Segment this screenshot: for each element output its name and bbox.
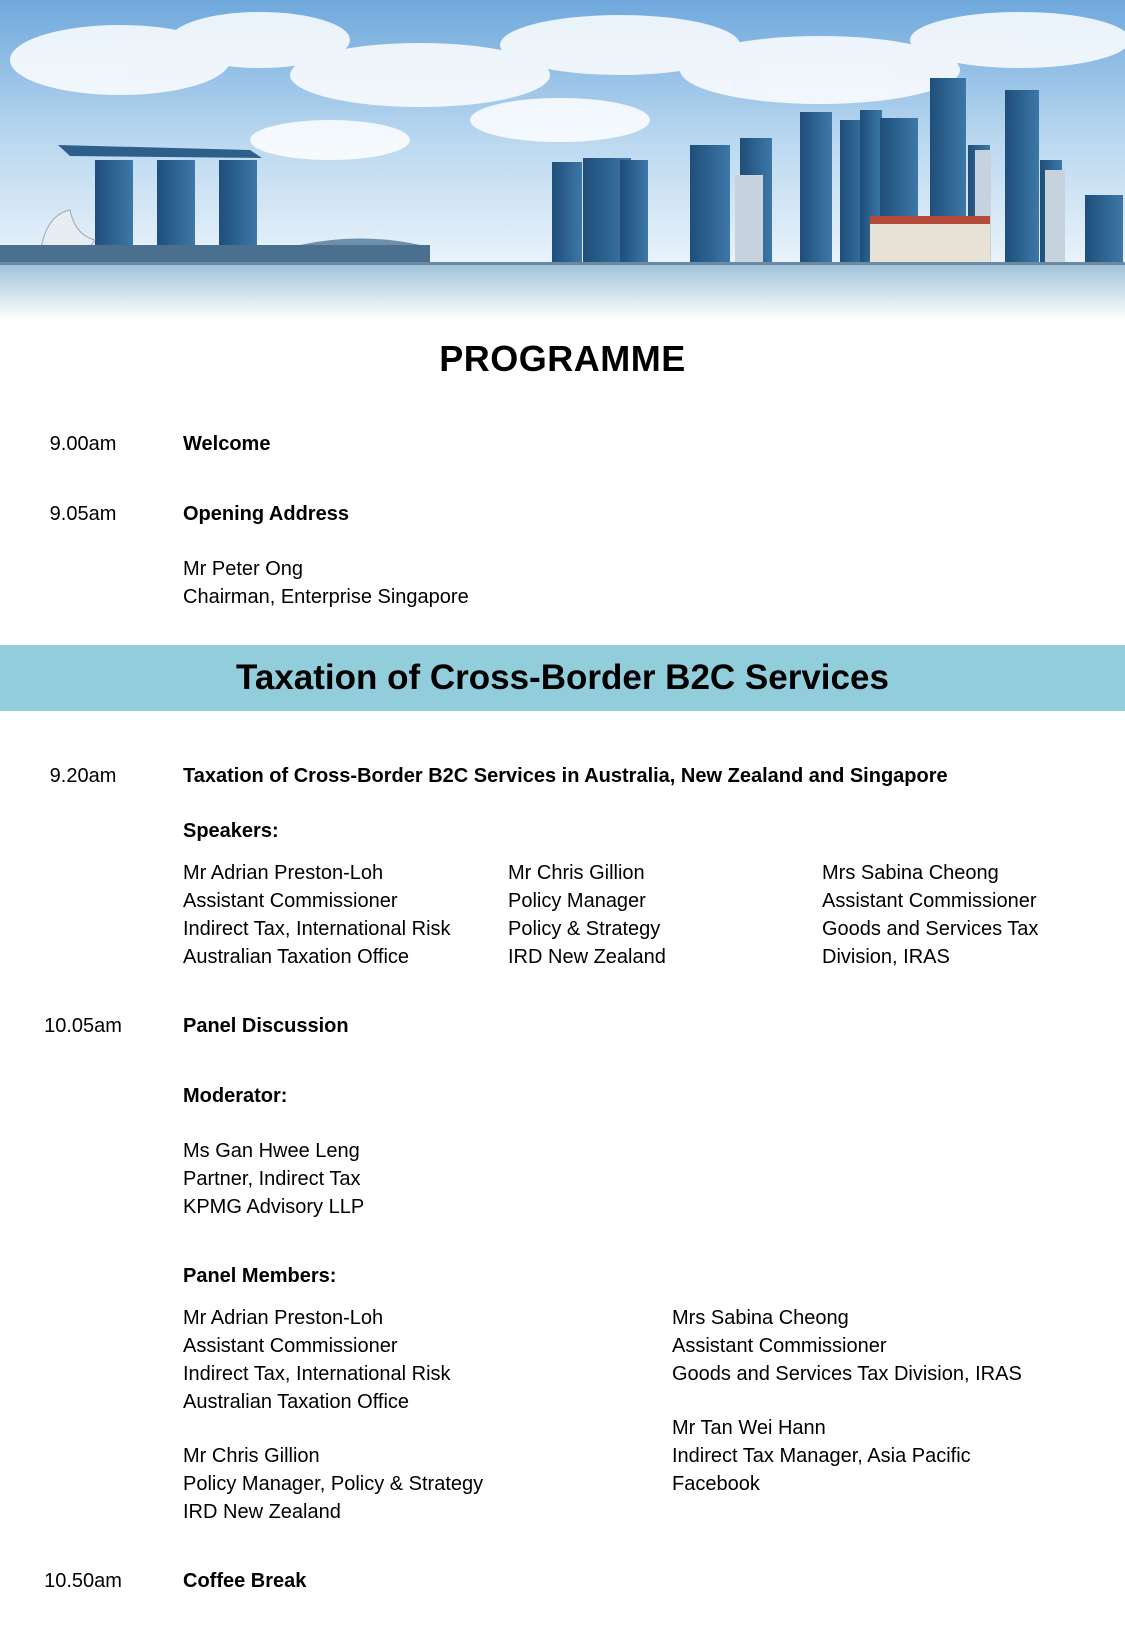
speaker-name: Mr Tan Wei Hann (672, 1417, 826, 1439)
item-time: 9.20am (49, 765, 117, 787)
speaker-name: Mr Adrian Preston-Loh (183, 1307, 384, 1329)
speaker-name: Mrs Sabina Cheong (672, 1307, 849, 1329)
section-title: Taxation of Cross-Border B2C Services (236, 658, 889, 697)
speaker-role: Chairman, Enterprise Singapore (183, 586, 469, 608)
speaker-org: Goods and Services Tax Division, IRAS (672, 1363, 1022, 1385)
item-title: Coffee Break (183, 1570, 307, 1592)
speaker-role: Indirect Tax Manager, Asia Pacific (672, 1445, 971, 1467)
speaker-role: Partner, Indirect Tax (183, 1168, 361, 1190)
speaker-block (183, 555, 469, 611)
speaker-org: KPMG Advisory LLP (183, 1196, 365, 1218)
panel-member-block (183, 1442, 483, 1526)
speaker-dept: Policy & Strategy (508, 918, 661, 940)
speaker-dept: Indirect Tax, International Risk (183, 918, 451, 940)
speakers-label: Speakers: (183, 820, 279, 842)
speaker-name: Ms Gan Hwee Leng (183, 1140, 360, 1162)
panel-member-block (672, 1304, 1022, 1388)
section-band (0, 645, 1125, 711)
speaker-role: Assistant Commissioner (822, 890, 1037, 912)
item-time: 9.00am (49, 433, 117, 455)
moderator-block (183, 1137, 364, 1221)
speaker-block (183, 859, 451, 971)
speaker-org: Facebook (672, 1473, 760, 1495)
speaker-name: Mr Adrian Preston-Loh (183, 862, 384, 884)
speaker-role: Policy Manager, Policy & Strategy (183, 1473, 484, 1495)
speaker-org: Division, IRAS (822, 946, 950, 968)
speaker-org: IRD New Zealand (183, 1501, 341, 1523)
item-time: 10.05am (44, 1015, 122, 1037)
item-time: 9.05am (49, 503, 117, 525)
item-title: Panel Discussion (183, 1015, 349, 1037)
speaker-dept: Indirect Tax, International Risk (183, 1363, 451, 1385)
skyline-banner-image (0, 0, 1125, 320)
speaker-block (508, 859, 666, 971)
item-title: Welcome (183, 433, 271, 455)
speaker-name: Mr Chris Gillion (183, 1445, 320, 1467)
speaker-dept: Goods and Services Tax (822, 918, 1039, 940)
item-title: Taxation of Cross-Border B2C Services in Australia, New Zealand and Singapore (183, 765, 948, 787)
speaker-role: Assistant Commissioner (672, 1335, 887, 1357)
item-time: 10.50am (44, 1570, 122, 1592)
speaker-org: Australian Taxation Office (183, 1391, 410, 1413)
panel-members-label: Panel Members: (183, 1265, 337, 1287)
panel-member-block (672, 1414, 971, 1498)
speaker-role: Assistant Commissioner (183, 890, 398, 912)
speaker-role: Assistant Commissioner (183, 1335, 398, 1357)
page-title: PROGRAMME (439, 338, 686, 379)
speaker-org: Australian Taxation Office (183, 946, 410, 968)
speaker-name: Mr Chris Gillion (508, 862, 645, 884)
panel-member-block (183, 1304, 451, 1416)
speaker-block (822, 859, 1038, 971)
speaker-name: Mr Peter Ong (183, 558, 304, 580)
speaker-name: Mrs Sabina Cheong (822, 862, 999, 884)
speaker-role: Policy Manager (508, 890, 646, 912)
moderator-label: Moderator: (183, 1085, 288, 1107)
item-title: Opening Address (183, 503, 349, 525)
speaker-org: IRD New Zealand (508, 946, 666, 968)
